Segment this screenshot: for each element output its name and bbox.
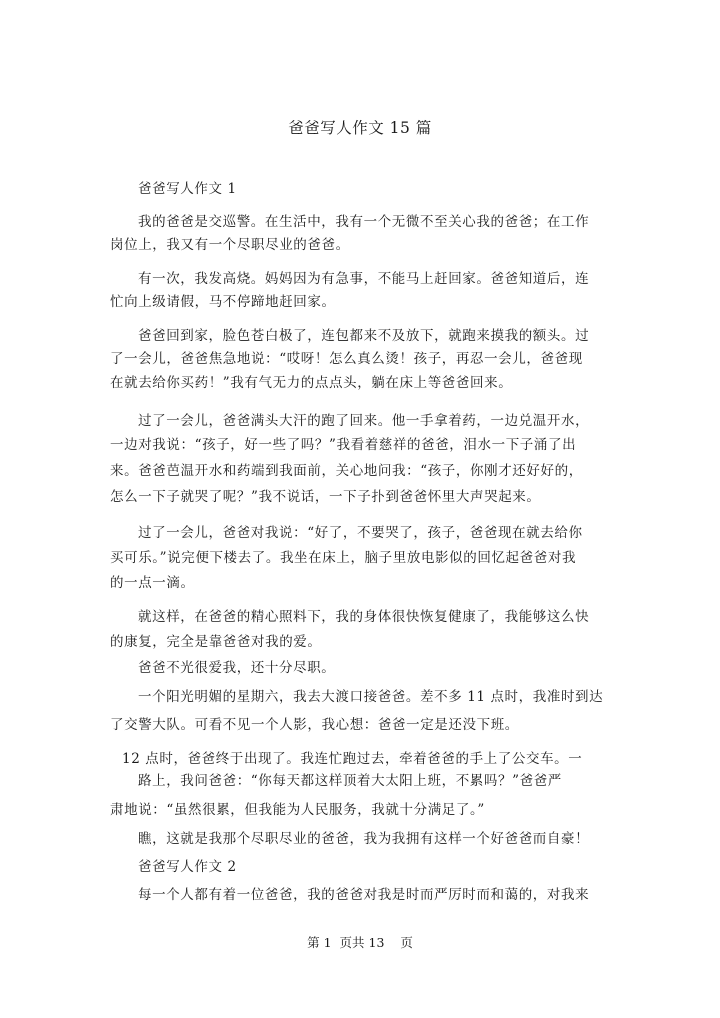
paragraph-line: 了交警大队。可看不见一个人影，我心想：爸爸一定是还没下班。 [110, 717, 519, 733]
document-title: 爸爸写人作文 15 篇 [288, 119, 432, 137]
paragraph-line: 有一次，我发高烧。妈妈因为有急事，不能马上赶回家。爸爸知道后，连 [138, 271, 590, 287]
paragraph-line: 在就去给你买药！”我有气无力的点点头，躺在床上等爸爸回来。 [110, 375, 513, 391]
paragraph-line: 了一会儿，爸爸焦急地说：“哎呀！怎么真么烫！孩子，再忍一会儿，爸爸现 [110, 351, 583, 367]
paragraph-line: 爸爸回到家，脸色苍白极了，连包都来不及放下，就跑来摸我的额头。过 [138, 328, 590, 344]
section-heading-1: 爸爸写人作文 1 [138, 181, 237, 197]
paragraph-line: 忙向上级请假，马不停蹄地赶回家。 [110, 294, 336, 310]
paragraph-line: 过了一会儿，爸爸满头大汗的跑了回来。他一手拿着药，一边兑温开水， [138, 413, 590, 429]
paragraph-line: 就这样，在爸爸的精心照料下，我的身体很快恢复健康了，我能够这么快 [138, 609, 590, 625]
paragraph-line: 过了一会儿，爸爸对我说：“好了，不要哭了，孩子，爸爸现在就去给你 [138, 525, 583, 541]
paragraph-line: 一边对我说：“孩子，好一些了吗？”我看着慈祥的爸爸，泪水一下子涌了出 [110, 437, 577, 453]
page-footer: 第 1 页共 13 页 [307, 935, 413, 950]
paragraph-line: 瞧，这就是我那个尽职尽业的爸爸，我为我拥有这样一个好爸爸而自豪！ [138, 831, 590, 847]
paragraph-line: 肃地说：“虽然很累，但我能为人民服务，我就十分满足了。” [110, 802, 485, 818]
paragraph-line: 怎么一下子就哭了呢？”我不说话，一下子扑到爸爸怀里大声哭起来。 [110, 489, 541, 505]
paragraph-line: 每一个人都有着一位爸爸，我的爸爸对我是时而严厉时而和蔼的，对我来 [138, 887, 590, 903]
paragraph-line: 买可乐。”说完便下楼去了。我坐在床上，脑子里放电影似的回忆起爸爸对我 [110, 550, 577, 566]
paragraph-line: 的康复，完全是靠爸爸对我的爱。 [110, 634, 322, 650]
paragraph-line: 的一点一滴。 [110, 575, 195, 591]
paragraph-line: 我的爸爸是交巡警。在生活中，我有一个无微不至关心我的爸爸；在工作 [138, 214, 590, 230]
paragraph-line: 路上，我问爸爸：“你每天都这样顶着大太阳上班，不累吗？”爸爸严 [138, 773, 562, 789]
section-heading-2: 爸爸写人作文 2 [138, 859, 237, 875]
paragraph-line: 12 点时，爸爸终于出现了。我连忙跑过去，牵着爸爸的手上了公交车。一 [122, 751, 583, 767]
paragraph-line: 来。爸爸芭温开水和药端到我面前，关心地问我：“孩子，你刚才还好好的， [110, 463, 583, 479]
paragraph-line: 爸爸不光很爱我，还十分尽职。 [138, 660, 336, 676]
paragraph-line: 一个阳光明媚的星期六，我去大渡口接爸爸。差不多 11 点时，我准时到达 [138, 689, 604, 705]
paragraph-line: 岗位上，我又有一个尽职尽业的爸爸。 [110, 237, 350, 253]
